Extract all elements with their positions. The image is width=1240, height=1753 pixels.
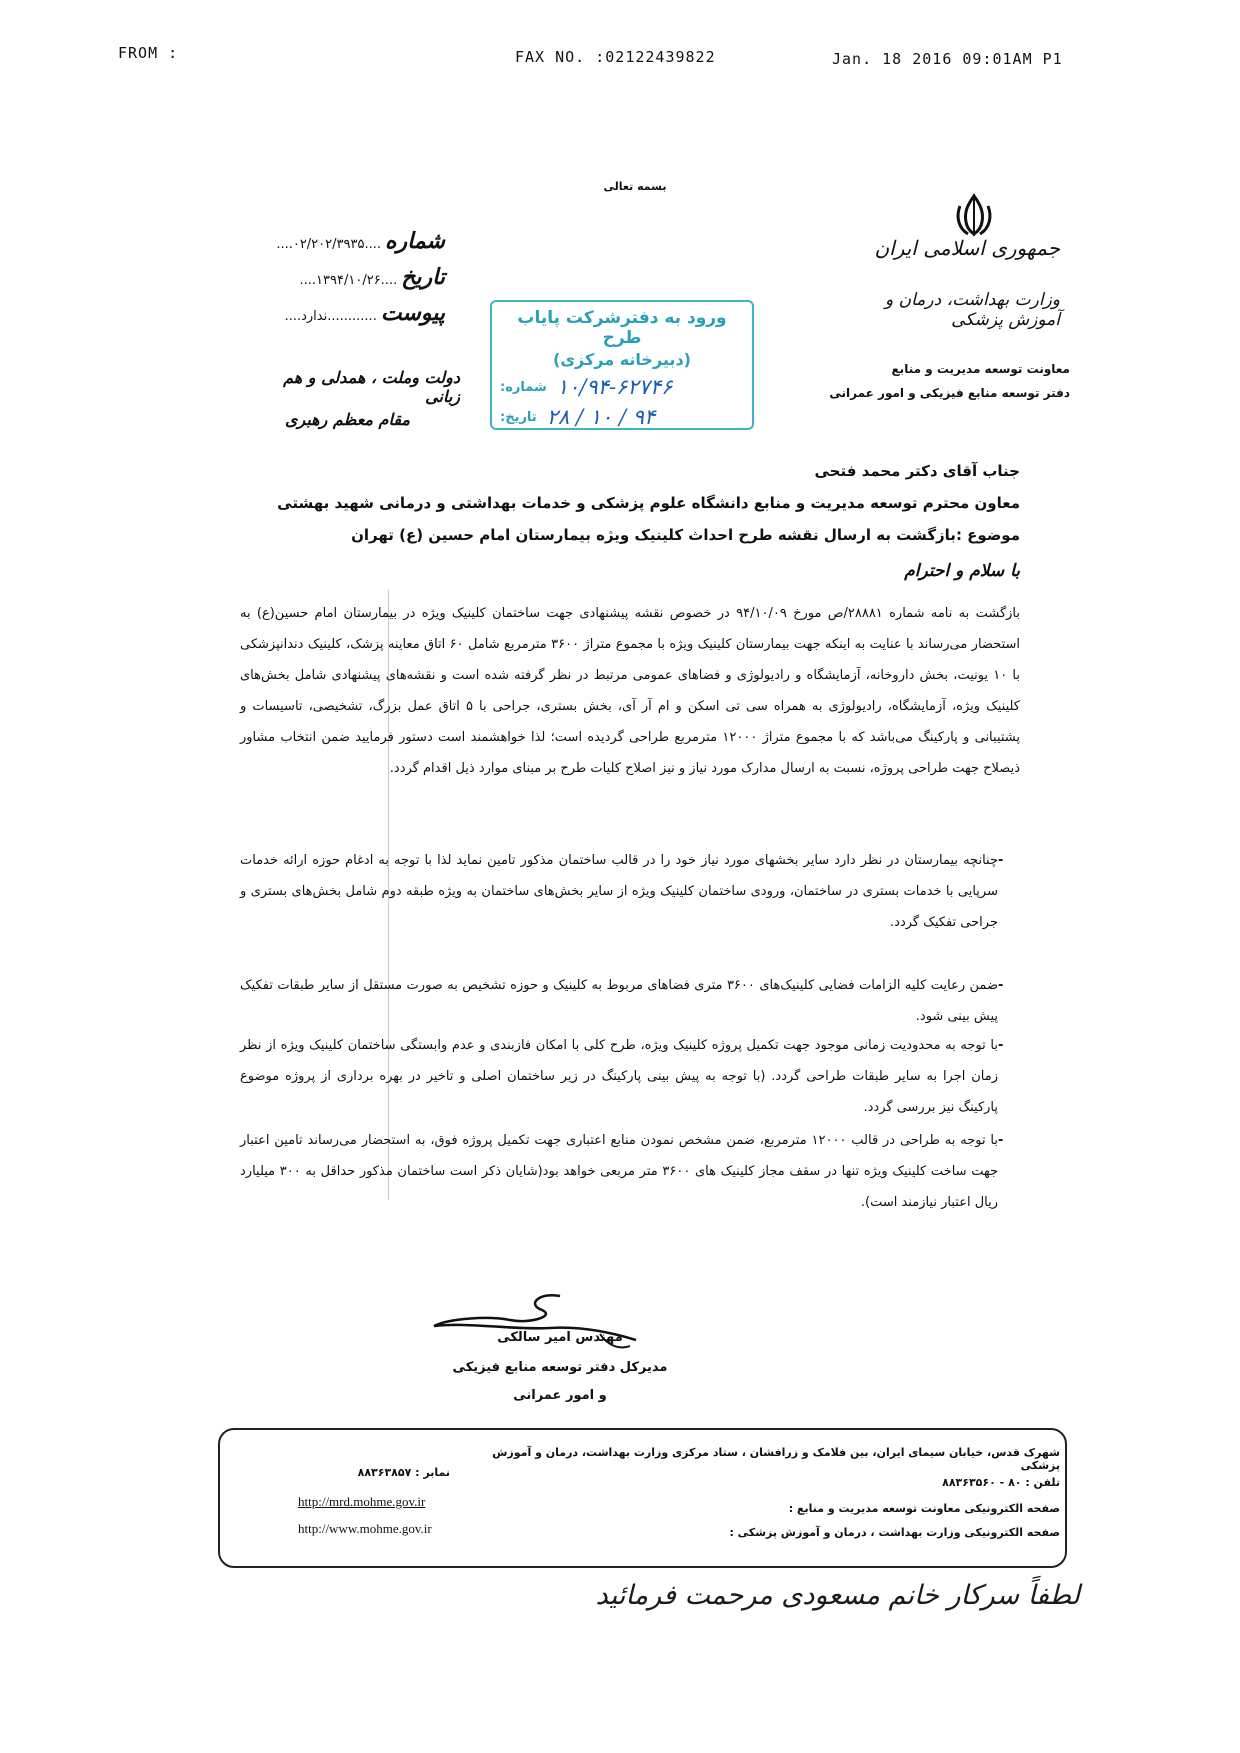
- letterhead-ministry: وزارت بهداشت، درمان و آموزش پزشکی: [885, 290, 1060, 330]
- bullet-mark: -: [998, 1133, 1004, 1148]
- list-item: [240, 1030, 1020, 1123]
- signatory-title-cont: و امور عمرانی: [513, 1388, 607, 1403]
- slogan-line: دولت وملت ، همدلی و هم زبانی: [283, 368, 460, 406]
- bullet-mark: -: [998, 1038, 1004, 1053]
- footer-fax: نمابر : ۸۸۳۶۳۸۵۷: [357, 1466, 450, 1479]
- letterhead-deputy: معاونت توسعه مدیریت و منابع: [891, 362, 1070, 376]
- iran-emblem-icon: [948, 190, 1000, 242]
- salutation: با سلام و احترام: [904, 561, 1020, 581]
- list-item-text: ضمن رعایت کلیه الزامات فضایی کلینیک‌های ۳۶۰۰ متری فضاهای مربوط به کلینیک و حوزه تشخیص به صورت مستقل از سایر طبقات تفکیک پیش بینی شود.: [240, 978, 998, 1024]
- letterhead-republic: جمهوری اسلامی ایران: [874, 236, 1060, 260]
- letter-number: [215, 228, 445, 260]
- slogan-attribution: مقام معظم رهبری: [285, 410, 410, 429]
- footer-address: شهرک قدس، خیابان سیمای ایران، بین فلامک و زرافشان ، ستاد مرکزی وزارت بهداشت، درمان و آموزش پزشکی: [492, 1446, 1060, 1472]
- footer-phone: تلفن : ۸۰ - ۸۸۳۶۳۵۶۰: [942, 1476, 1060, 1489]
- fax-number: FAX NO. :02122439822: [515, 48, 716, 66]
- bullet-mark: -: [998, 978, 1004, 993]
- stamp-subtitle: (دبیرخانه مرکزی): [553, 350, 691, 369]
- signatory-title: مدیرکل دفتر توسعه منابع فیزیکی: [452, 1360, 668, 1375]
- basmala: بسمه تعالی: [603, 180, 667, 193]
- letter-attachment-label: پیوست: [380, 300, 445, 326]
- stamp-number-value: ۱۰/۹۴-۶۲۷۴۶: [556, 375, 673, 399]
- letter-number-value: ....۰۲/۲۰۲/۳۹۳۵....: [276, 237, 381, 252]
- footer-url-deputy[interactable]: http://mrd.mohme.gov.ir: [298, 1494, 426, 1509]
- list-item-text: چنانچه بیمارستان در نظر دارد سایر بخشهای مورد نیاز خود را در قالب ساختمان مذکور تامین نماید لذا با توجه به ادغام حوزه ارائه خدمات سرپایی با خدمات بستری در ساختمان، ورودی ساختمان کلینیک ویژه از سایر بخش‌های ساختمان به ویژه طبقه دوم شامل بخش‌های بستری و جراحی تفکیک گردد.: [240, 853, 998, 930]
- stamp-number-label: شماره:: [500, 379, 547, 395]
- list-item-text: با توجه به طراحی در قالب ۱۲۰۰۰ مترمربع، ضمن مشخص نمودن منابع اعتباری جهت تکمیل پروژه فوق، به استحضار می‌رساند تامین اعتبار جهت ساخت کلینیک ویژه تنها در سقف مجاز کلینیک های ۳۶۰۰ متر مربعی خواهد بود(شایان ذکر است ساختمان مذکور حداقل به ۳۰۰ میلیارد ریال اعتبار نیازمند است).: [240, 1133, 998, 1210]
- addressee-title: معاون محترم توسعه مدیریت و منابع دانشگاه علوم پزشکی و خدمات بهداشتی و درمانی شهید بهشتی: [277, 494, 1020, 512]
- addressee-name: جناب آقای دکتر محمد فتحی: [814, 462, 1020, 480]
- signature-scribble: [430, 1290, 640, 1360]
- list-item: [240, 970, 1020, 1032]
- stamp-date-value: ۹۴ / ۱۰ / ۲۸: [546, 405, 656, 429]
- stamp-date-label: تاریخ:: [500, 409, 537, 425]
- letter-attachment-value: ....ندارد............: [284, 309, 377, 324]
- stamp-title: ورود به دفترشرکت پایاب طرح: [517, 308, 727, 348]
- footer-web-label-deputy: صفحه الکترونیکی معاونت توسعه مدیریت و منابع :: [788, 1502, 1060, 1515]
- fax-from: FROM :: [118, 44, 179, 62]
- signatory-name: مهندس امیر سالکی: [497, 1330, 623, 1345]
- list-item: [240, 845, 1020, 938]
- letter-number-label: شماره: [384, 228, 445, 254]
- letter-date-label: تاریخ: [401, 264, 445, 290]
- footer-url-ministry[interactable]: http://www.mohme.gov.ir: [298, 1521, 432, 1536]
- list-item-text: با توجه به محدودیت زمانی موجود جهت تکمیل پروژه کلینیک ویژه، طرح کلی با امکان فازبندی و عدم وابستگی ساختمان کلینیک ویژه از نظر زمان اجرا به سایر طبقات طراحی گردد. (با توجه به پیش بینی پارکینگ در زیر ساختمان اصلی و تاخیر در بهره برداری از پروژه موضوع پارکینگ نیز بررسی گردد.: [240, 1038, 998, 1115]
- letter-date: [215, 264, 445, 296]
- bullet-mark: -: [998, 853, 1004, 868]
- letter-date-value: ....۱۳۹۴/۱۰/۲۶....: [299, 273, 398, 288]
- letter-attachment: [215, 300, 445, 332]
- subject-line: موضوع :بازگشت به ارسال نقشه طرح احداث کلینیک ویژه بیمارستان امام حسین (ع) تهران: [351, 526, 1020, 544]
- body-paragraph: بازگشت به نامه شماره ۲۸۸۸۱/ص مورخ ۹۴/۱۰/۰۹ در خصوص نقشه پیشنهادی جهت ساختمان کلینیک ویژه در بیمارستان امام حسین(ع) به استحضار می‌رساند با عنایت به اینکه جهت بیمارستان کلینیک ویژه با مجموع متراژ ۳۶۰۰ مترمربع شامل ۶۰ اتاق معاینه پزشک، کلینیک دندانپزشکی با ۱۰ یونیت، بخش داروخانه، آزمایشگاه و رادیولوژی و فضاهای عمومی مرتبط در نظر گرفته شده است و نقشه‌های پیشنهادی شامل بخش‌های کلینیک ویژه، آزمایشگاه، رادیولوژی به همراه سی تی اسکن و ام آر آی، بخش بستری، جراحی با ۵ اتاق عمل بزرگ، تشخیصی، تاسیسات و پشتیبانی و پارکینگ می‌باشد که با مجموع متراژ ۱۲۰۰۰ مترمربع طراحی گردیده است؛ لذا خواهشمند است دستور فرمایید ضمن انتخاب مشاور ذیصلاح جهت طراحی پروژه، نسبت به ارسال مدارک مورد نیاز و نیز اصلاح کلیات طرح بر مبنای موارد ذیل اقدام گردد.: [240, 606, 1021, 776]
- list-item: [240, 1125, 1020, 1218]
- footer-web-label-ministry: صفحه الکترونیکی وزارت بهداشت ، درمان و آموزش پزشکی :: [729, 1526, 1060, 1539]
- letterhead-office: دفتر توسعه منابع فیزیکی و امور عمرانی: [829, 386, 1070, 400]
- handwritten-referral-note: لطفاً سرکار خانم مسعودی مرحمت فرمائید: [595, 1580, 1080, 1611]
- fax-date-time: Jan. 18 2016 09:01AM P1: [832, 50, 1063, 68]
- received-stamp: [490, 300, 754, 430]
